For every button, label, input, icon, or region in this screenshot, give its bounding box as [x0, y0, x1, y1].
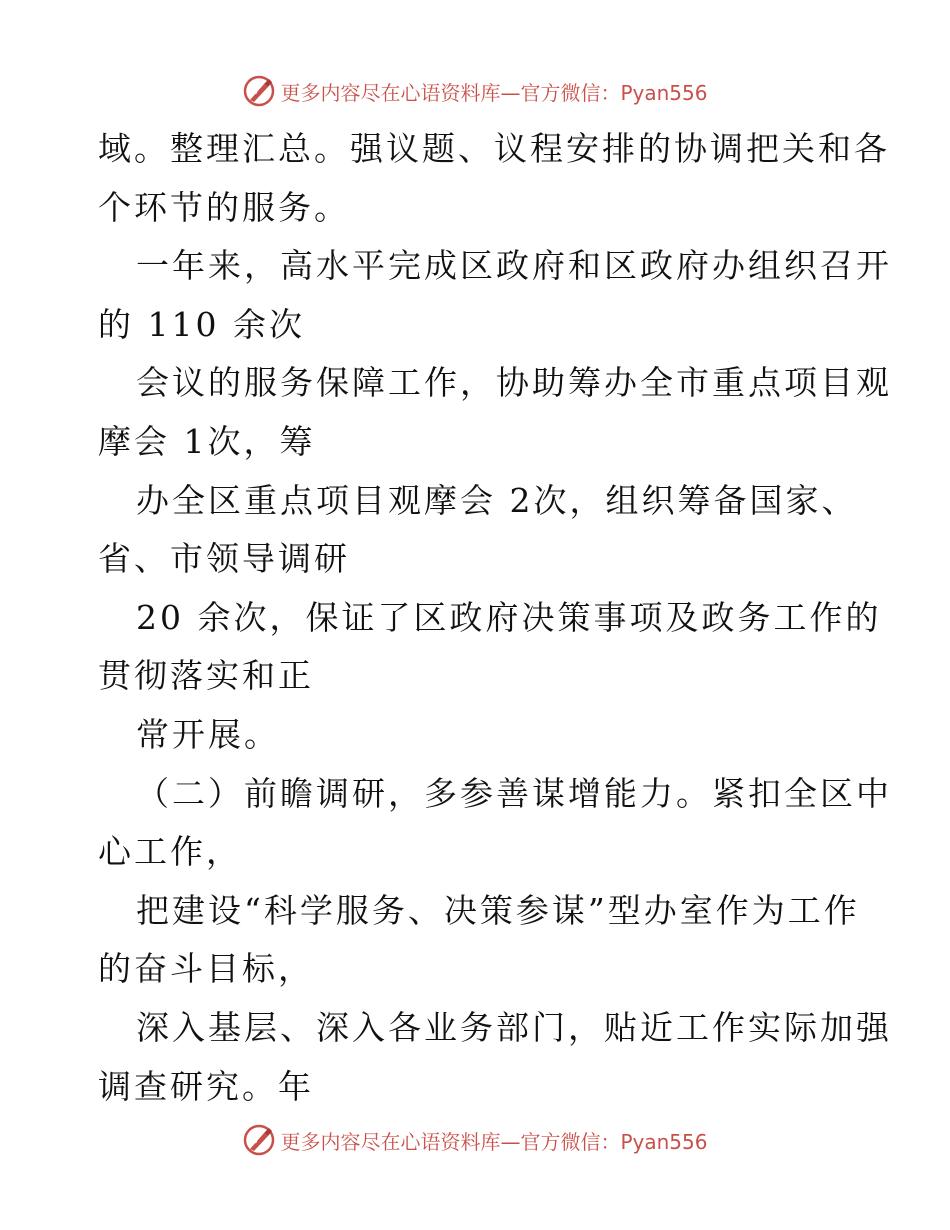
header-banner-text: 更多内容尽在心语资料库—官方微信：Pyan556: [280, 80, 708, 105]
body-line: 心工作，: [98, 832, 242, 872]
body-line: 域。整理汇总。强议题、议程安排的协调把关和各: [98, 129, 890, 168]
body-line: 调查研究。年: [98, 1066, 314, 1106]
footer-banner-text: 更多内容尽在心语资料库—官方微信：Pyan556: [280, 1129, 708, 1154]
body-line: 个环节的服务。: [98, 187, 350, 227]
body-line: 把建设“科学服务、决策参谋”型办室作为工作: [136, 890, 860, 930]
body-line: 深入基层、深入各业务部门，贴近工作实际加强: [136, 1007, 892, 1047]
header-banner: [0, 71, 950, 111]
brush-pen-logo-icon: [242, 74, 276, 108]
body-line: 摩会 1次，筹: [98, 421, 316, 461]
body-line: 一年来，高水平完成区政府和区政府办组织召开: [136, 246, 892, 286]
footer-banner: [0, 1120, 950, 1160]
document-body: [98, 120, 892, 1116]
body-line: 办全区重点项目观摩会 2次，组织筹备国家、: [136, 480, 858, 520]
body-line: 省、市领导调研: [98, 539, 350, 579]
body-line: 会议的服务保障工作，协助筹办全市重点项目观: [136, 363, 892, 403]
body-line: （二）前瞻调研，多参善谋增能力。紧扣全区中: [136, 773, 892, 813]
body-line: 20 余次，保证了区政府决策事项及政务工作的: [136, 597, 882, 637]
body-line: 的 110 余次: [98, 304, 305, 344]
body-line: 的奋斗目标，: [98, 949, 314, 989]
brush-pen-logo-icon: [242, 1123, 276, 1157]
body-line: 常开展。: [136, 714, 280, 754]
body-line: 贯彻落实和正: [98, 656, 314, 696]
